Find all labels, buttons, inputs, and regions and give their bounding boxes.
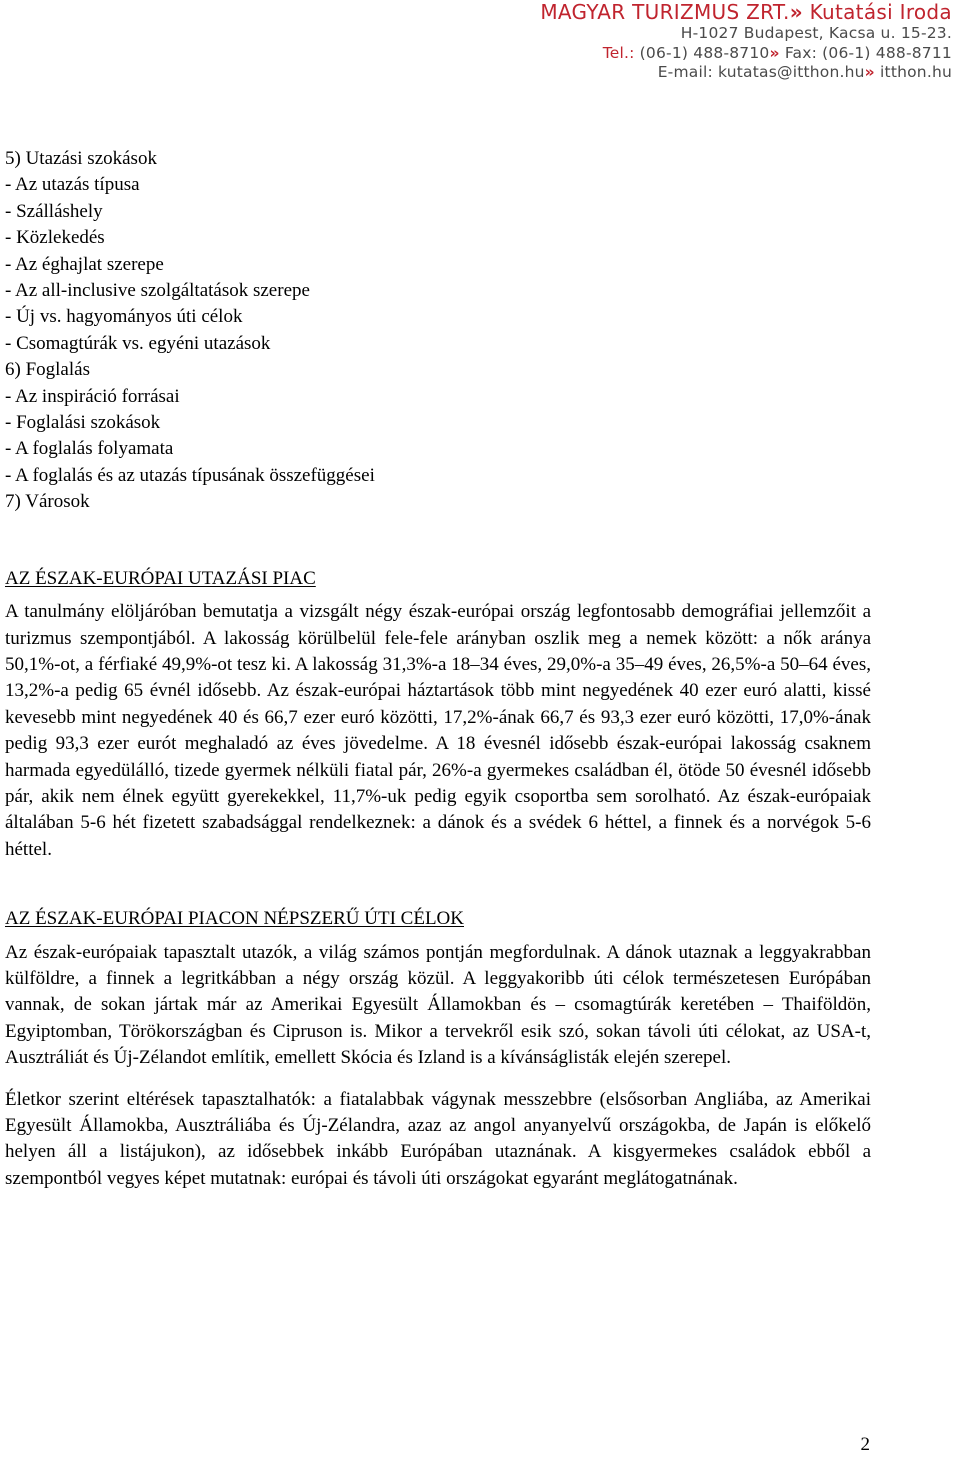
letterhead-address: H-1027 Budapest, Kacsa u. 15-23. bbox=[680, 24, 952, 42]
outline-item: - Az éghajlat szerepe bbox=[5, 253, 164, 275]
outline-item: - A foglalás folyamata bbox=[5, 438, 174, 460]
outline-group bbox=[5, 489, 871, 515]
fax-number: (06-1) 488-8711 bbox=[822, 43, 952, 62]
page-number: 2 bbox=[860, 1434, 870, 1455]
body-paragraph: A tanulmány elöljáróban bemutatja a vizsgált négy észak-európai ország legfontosabb demográfiai jellemzőit a turizmus szempontjából. A lakosság körülbelül fele-fele arányban oszlik meg a nemek között: a nők aránya 50,1%-ot, a férfiaké 49,9%-ot tesz ki. A lakosság 31,3%-a 18–34 éves, 29,0%-a 35–49 éves, 26,5%-a 50–64 éves, 13,2%-a pedig 65 évnél idősebb. Az észak-európai háztartások több mint negyedének 40 ezer euró alatti, kissé kevesebb mint negyedének 40 és 66,7 ezer euró közötti, 17,2%-ának 66,7 és 93,3 ezer euró közötti, 17,0%-ának pedig 93,3 ezer eurót meghaladó az éves jövedelme. A 18 évesnél idősebb észak-európai lakosság csaknem harmada egyedülálló, tizede gyermek nélküli fiatal pár, 26%-a gyermekes családban él, ötöde 50 évesnél idősebb pár, akik nem élnek együtt gyerekekkel, 11,7%-uk pedig egyik csoportba sem sorolható. Az észak-európaiak általában 5-6 hét fizetett szabadsággal rendelkeznek: a dánok és a svédek 6 héttel, a finnek és a norvégok 5-6 héttel. bbox=[5, 601, 871, 860]
outline-item: - Közlekedés bbox=[5, 227, 105, 249]
outline-item: - Csomagtúrák vs. egyéni utazások bbox=[5, 332, 271, 354]
body-paragraph: Az észak-európaiak tapasztalt utazók, a világ számos pontján megfordulnak. A dánok utaznak a leggyakrabban külföldre, a finnek a legritkábban a négy ország közül. A leggyakoribb úti célok természetesen Európában vannak, de sokan jártak már az Amerikai Egyesült Államokban és – csomagtúrák keretében – Thaiföldön, Egyiptomban, Törökországban és Cipruson is. Mikor a tervekről esik szó, sokan távoli úti célokat, az USA-t, Ausztráliát és Új-Zélandot említik, emellett Skócia és Izland is a kívánságlisták elején szerepel. bbox=[5, 941, 871, 1069]
email-label: E-mail: bbox=[657, 63, 713, 81]
body-paragraph: Életkor szerint eltérések tapasztalhatók: a fiatalabbak vágynak messzebbre (elsősorban Angliába, az Amerikai Egyesült Államokba, Ausztráliába és Új-Zélandra, azaz az angol anyanyelvű országokba, de Japán is előkelő helyen áll a listájukon), az idősebbek inkább Európában utaznának. A kisgyermekes családok ebből a szempontból vegyes képet mutatnak: európai és távoli úti országokat egyaránt meglátogatnának. bbox=[5, 1088, 871, 1189]
separator-glyph: » bbox=[864, 63, 875, 81]
outline-item: - Az utazás típusa bbox=[5, 174, 140, 196]
outline-item: - Az all-inclusive szolgáltatások szerepe bbox=[5, 280, 310, 302]
separator-glyph: » bbox=[769, 43, 780, 62]
letterhead-phone-line bbox=[540, 43, 952, 62]
outline-item: - Szálláshely bbox=[5, 200, 103, 222]
section-title: AZ ÉSZAK-EURÓPAI UTAZÁSI PIAC bbox=[5, 567, 316, 589]
outline-item: - A foglalás és az utazás típusának összefüggései bbox=[5, 464, 375, 486]
outline-item: - Az inspiráció forrásai bbox=[5, 385, 180, 407]
tel-number: (06-1) 488-8710 bbox=[639, 43, 770, 62]
outline-group bbox=[5, 357, 871, 489]
outline-item: - Foglalási szokások bbox=[5, 412, 161, 434]
outline-heading: 7) Városok bbox=[5, 491, 90, 513]
letterhead bbox=[540, 2, 952, 81]
outline-heading: 6) Foglalás bbox=[5, 359, 90, 381]
document-body bbox=[5, 146, 871, 1192]
email-link[interactable]: kutatas@itthon.hu bbox=[718, 63, 865, 81]
department-name: Kutatási Iroda bbox=[809, 0, 952, 24]
letterhead-title bbox=[540, 2, 952, 22]
letterhead-email-line bbox=[540, 65, 952, 81]
fax-label: Fax: bbox=[784, 43, 818, 62]
separator-glyph: » bbox=[789, 0, 803, 24]
outline-heading: 5) Utazási szokások bbox=[5, 148, 157, 169]
section-title: AZ ÉSZAK-EURÓPAI PIACON NÉPSZERŰ ÚTI CÉLOK bbox=[5, 908, 464, 930]
website-link[interactable]: itthon.hu bbox=[880, 63, 952, 81]
tel-label: Tel.: bbox=[602, 43, 635, 62]
company-name: MAGYAR TURIZMUS ZRT. bbox=[540, 0, 790, 24]
outline-group bbox=[5, 146, 871, 357]
outline-item: - Új vs. hagyományos úti célok bbox=[5, 306, 243, 328]
